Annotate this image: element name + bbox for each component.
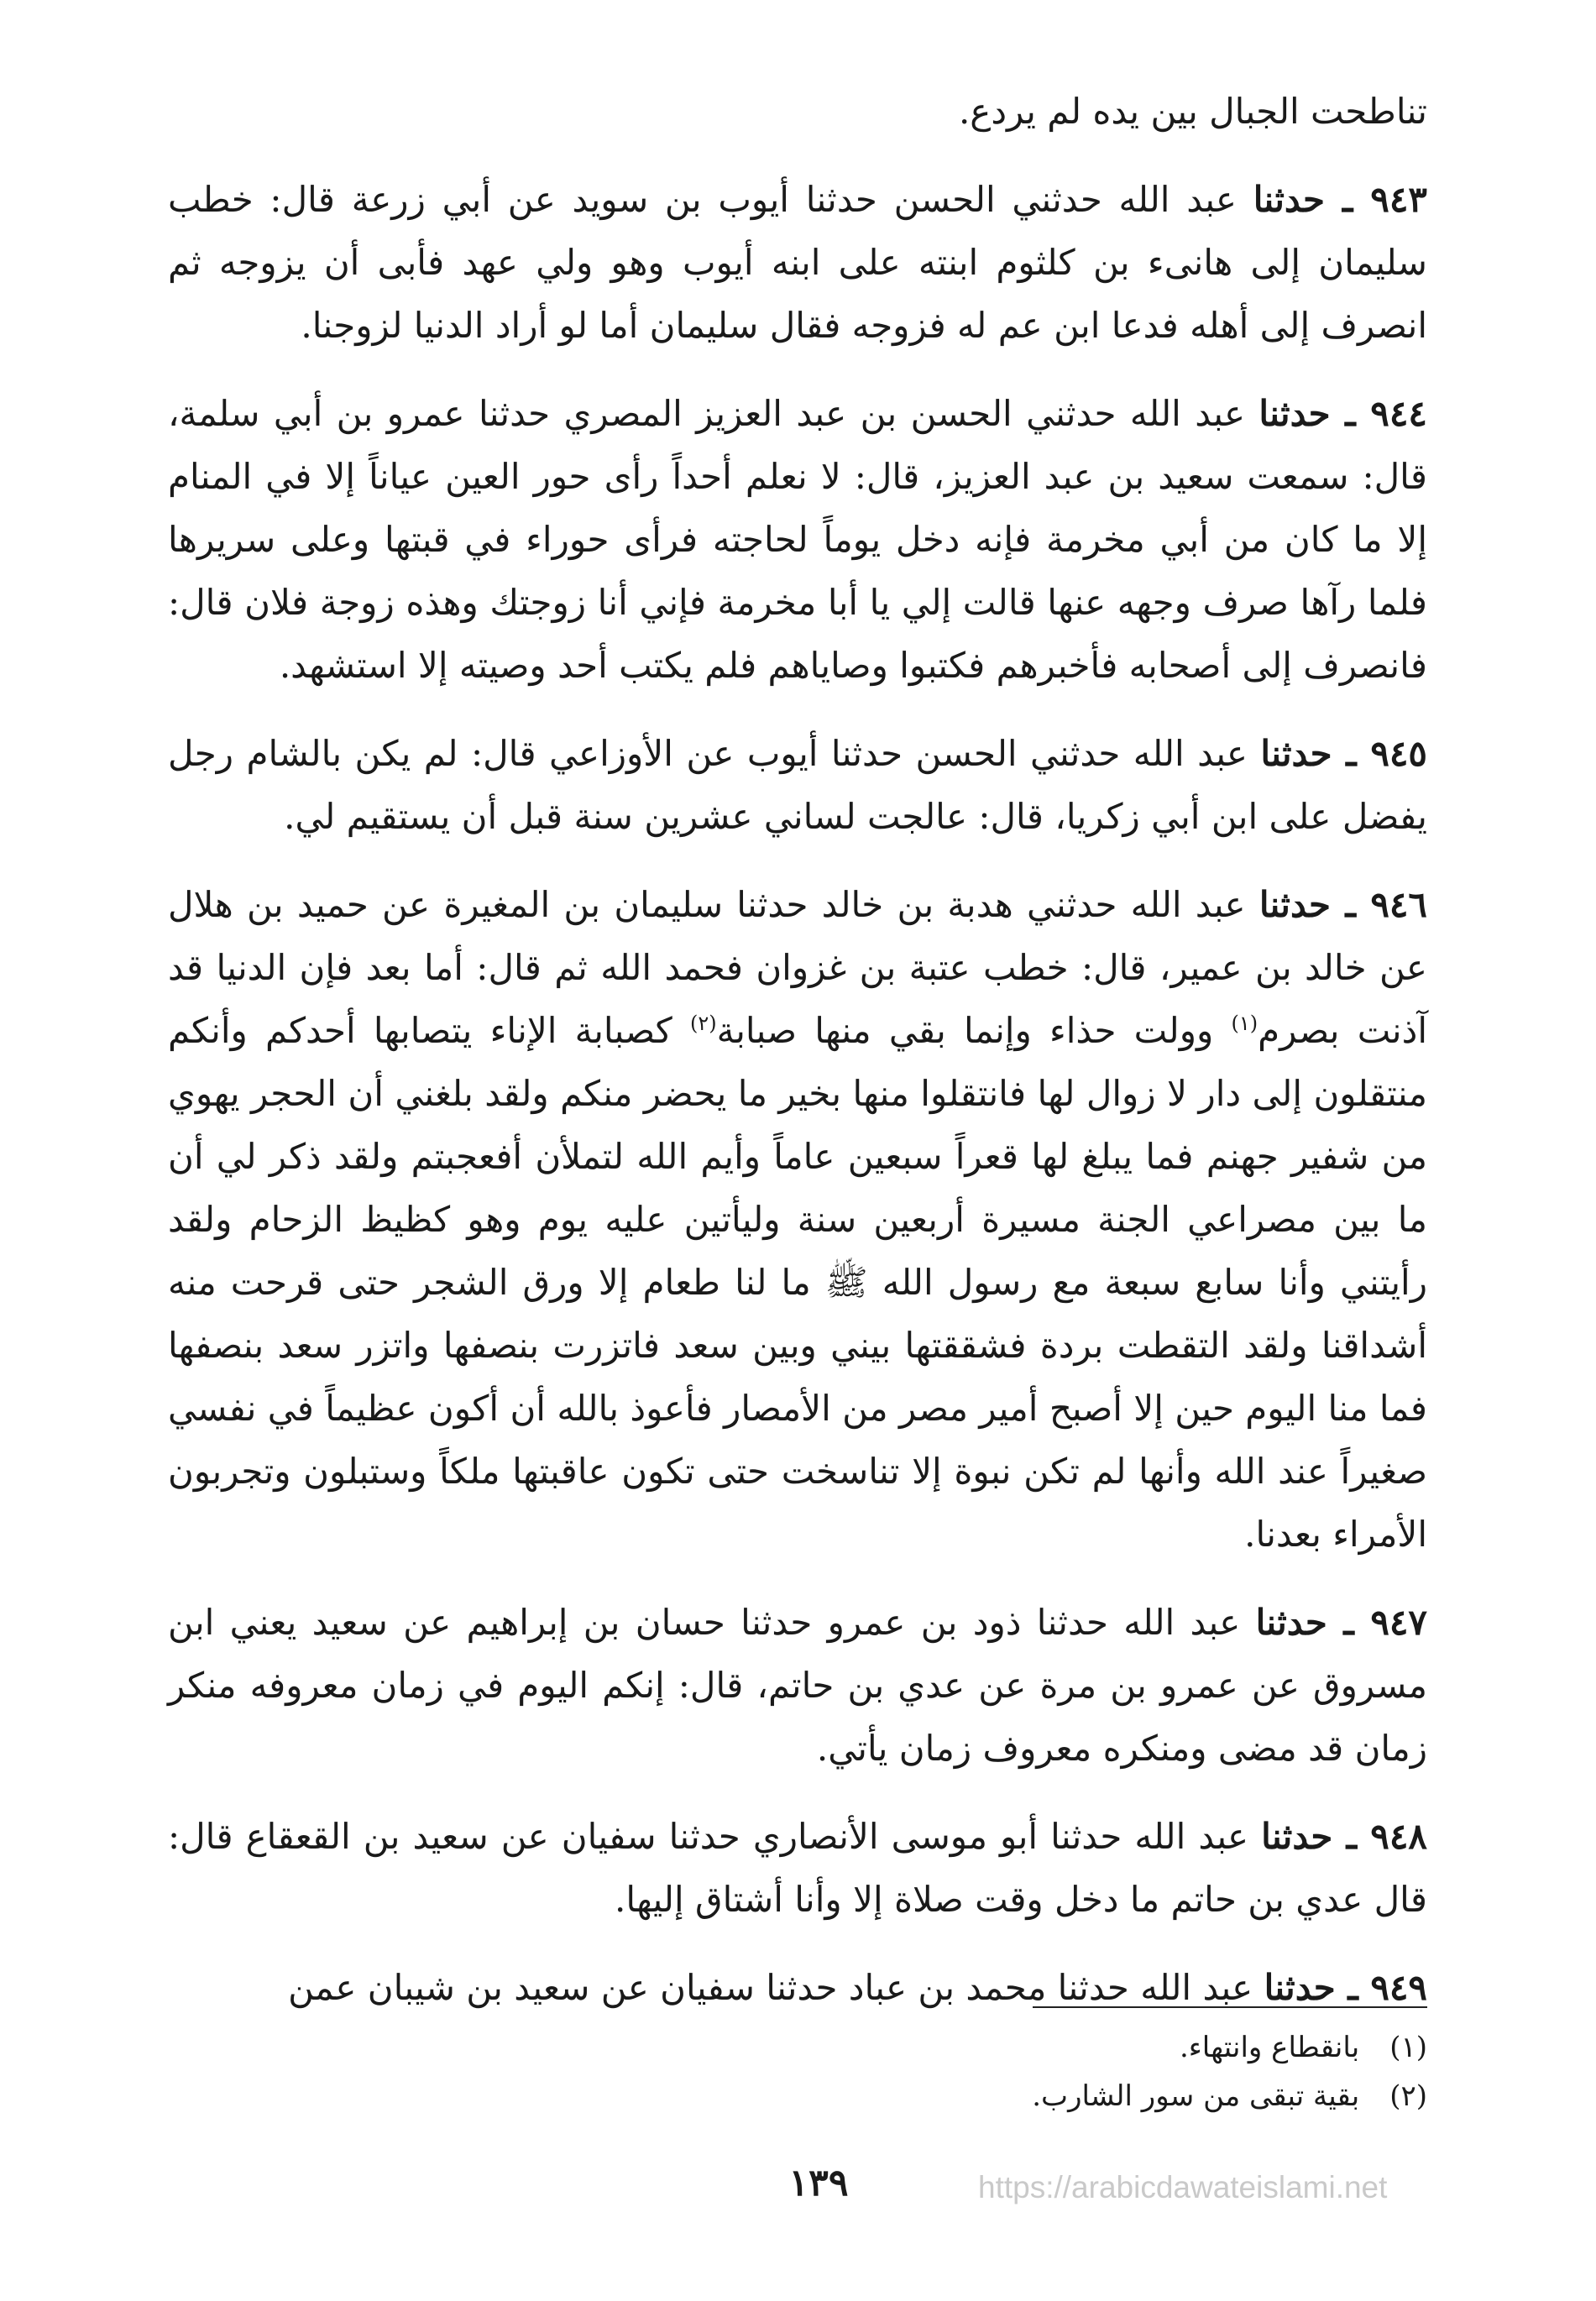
hadith-keyword: حدثنا: [1255, 1602, 1327, 1643]
footnote-divider: [1033, 2006, 1427, 2008]
footnote-1: [168, 2023, 1427, 2072]
page-number: ١٣٩: [788, 2162, 849, 2204]
paragraph-continuation: [168, 80, 1427, 143]
hadith-keyword: حدثنا: [1261, 1816, 1333, 1857]
hadith-number: ٩٤٣ ـ: [1324, 179, 1427, 220]
hadith-number: ٩٤٤ ـ: [1330, 393, 1427, 434]
footnote-2: [168, 2072, 1427, 2121]
hadith-947: [168, 1591, 1427, 1780]
main-text: [168, 80, 1427, 2044]
footnotes: [168, 2023, 1427, 2121]
watermark-url: https://arabicdawateislami.net: [978, 2170, 1388, 2204]
hadith-number: ٩٤٩ ـ: [1335, 1967, 1427, 2008]
hadith-944: [168, 382, 1427, 697]
footnote-text: بقية تبقى من سور الشارب.: [1032, 2079, 1360, 2113]
footnote-ref-1[interactable]: (١): [1231, 1012, 1258, 1035]
hadith-text: عبد الله حدثنا ذود بن عمرو حدثنا حسان بن إبراهيم عن سعيد يعني ابن مسروق عن عمرو بن مرة عن عدي بن حاتم، قال: إنكم اليوم في زمان معروفه منكر زمان قد مضى ومنكره معروف زمان يأتي.: [168, 1602, 1427, 1769]
hadith-number: ٩٤٨ ـ: [1332, 1816, 1427, 1857]
hadith-keyword: حدثنا: [1264, 1967, 1336, 2008]
hadith-946: [168, 873, 1427, 1566]
hadith-text: عبد الله حدثنا محمد بن عباد حدثنا سفيان عن سعيد بن شيبان عمن: [288, 1967, 1264, 2008]
hadith-948: [168, 1805, 1427, 1931]
hadith-943: [168, 168, 1427, 357]
hadith-number: ٩٤٦ ـ: [1330, 884, 1427, 925]
hadith-keyword: حدثنا: [1260, 733, 1332, 774]
hadith-keyword: حدثنا: [1258, 884, 1331, 925]
hadith-text-part-a: عبد الله حدثني هدبة بن خالد حدثنا سليمان بن المغيرة عن حميد بن هلال عن خالد بن عمير، قال: خطب عتبة بن غزوان فحمد الله ثم قال: أما بعد فإن الدنيا قد آذنت بصرم: [168, 884, 1427, 1051]
hadith-number: ٩٤٥ ـ: [1332, 733, 1427, 774]
paragraph-text: تناطحت الجبال بين يده لم يردع.: [958, 91, 1427, 132]
footnote-number: (٢): [1389, 2079, 1427, 2113]
hadith-text: عبد الله حدثني الحسن حدثنا أيوب عن الأوزاعي قال: لم يكن بالشام رجل يفضل على ابن أبي زكريا، قال: عالجت لساني عشرين سنة قبل أن يستقيم لي.: [168, 733, 1427, 837]
hadith-keyword: حدثنا: [1258, 393, 1331, 434]
hadith-949: [168, 1956, 1427, 2019]
hadith-text: عبد الله حدثني الحسن بن عبد العزيز المصري حدثنا عمرو بن أبي سلمة، قال: سمعت سعيد بن عبد العزيز، قال: لا نعلم أحداً رأى حور العين عياناً إلا في المنام إلا ما كان من أبي مخرمة فإنه دخل يوماً لحاجته فرأى حوراء في قبتها وعلى سريرها فلما رآها صرف وجهه عنها قالت إلي يا أبا مخرمة فإني أنا زوجتك وهذه زوجة فلان قال: فانصرف إلى أصحابه فأخبرهم فكتبوا وصاياهم فلم يكتب أحد وصيته إلا استشهد.: [168, 393, 1427, 686]
hadith-number: ٩٤٧ ـ: [1327, 1602, 1427, 1643]
hadith-text-part-b: وولت حذاء وإنما بقي منها صبابة: [716, 1010, 1232, 1051]
hadith-text-part-c: كصبابة الإناء يتصابها أحدكم وأنكم منتقلون إلى دار لا زوال لها فانتقلوا منها بخير ما يحضر منكم ولقد بلغني أن الحجر يهوي من شفير جهنم فما يبلغ لها قعراً سبعين عاماً وأيم الله لتملأن أفعجبتم ولقد ذكر لي أن ما بين مصراعي الجنة مسيرة أربعين سنة وليأتين عليه يوم وهو كظيظ الزحام ولقد رأيتني وأنا سابع سبعة مع رسول الله ﷺ ما لنا طعام إلا ورق الشجر حتى قرحت منه أشداقنا ولقد التقطت بردة فشققتها بيني وبين سعد فاتزرت بنصفها واتزر سعد بنصفها فما منا اليوم حين إلا أصبح أمير مصر من الأمصار فأعوذ بالله أن أكون عظيماً في نفسي صغيراً عند الله وأنها لم تكن نبوة إلا تناسخت حتى تكون عاقبتها ملكاً وستبلون وتجربون الأمراء بعدنا.: [168, 1010, 1427, 1555]
hadith-text: عبد الله حدثنا أبو موسى الأنصاري حدثنا سفيان عن سعيد بن القعقاع قال: قال عدي بن حاتم ما دخل وقت صلاة إلا وأنا أشتاق إليها.: [168, 1816, 1427, 1920]
hadith-text: عبد الله حدثني الحسن حدثنا أيوب بن سويد عن أبي زرعة قال: خطب سليمان إلى هانىء بن كلثوم ابنته على ابنه أيوب وهو ولي عهد فأبى أن يزوجه ثم انصرف إلى أهله فدعا ابن عم له فزوجه فقال سليمان أما لو أراد الدنيا لزوجنا.: [168, 179, 1427, 346]
footnote-number: (١): [1389, 2031, 1427, 2064]
footnote-ref-2[interactable]: (٢): [690, 1012, 717, 1035]
hadith-keyword: حدثنا: [1253, 179, 1325, 220]
footnote-text: بانقطاع وانتهاء.: [1179, 2031, 1360, 2064]
hadith-945: [168, 722, 1427, 848]
